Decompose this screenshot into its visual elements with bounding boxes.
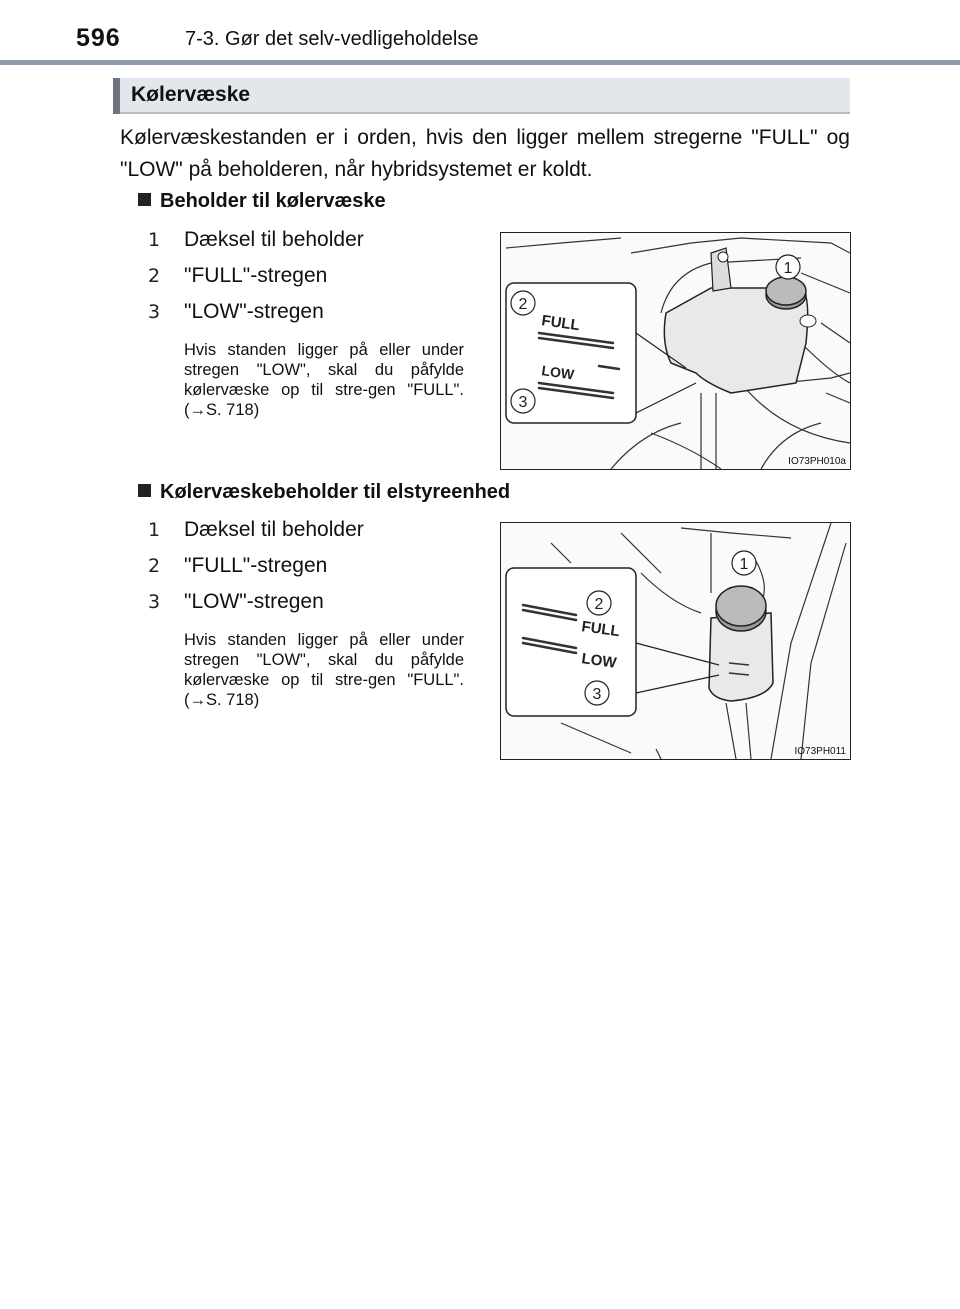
number-2-icon: 2 <box>148 265 161 287</box>
inverter-reservoir-illustration <box>501 523 850 759</box>
low-mark-label: LOW <box>580 650 618 672</box>
legend-item <box>148 264 327 288</box>
figure-coolant-reservoir <box>500 232 851 470</box>
callout-3-label: 3 <box>592 686 602 703</box>
legend-label: "LOW"-stregen <box>184 590 324 613</box>
legend-item <box>148 228 364 252</box>
reservoir-illustration <box>501 233 850 469</box>
callout-2-label: 2 <box>518 296 528 313</box>
legend-label: Dæksel til beholder <box>184 518 364 541</box>
low-mark-label: LOW <box>540 362 576 383</box>
legend-item <box>148 590 324 614</box>
callout-1-label: 1 <box>783 260 793 277</box>
subheading-reservoir <box>138 190 386 213</box>
intro-paragraph: Kølervæskestanden er i orden, hvis den ligger mellem stregerne "FULL" og "LOW" på beholderen, når hybridsystemet er koldt. <box>120 126 850 181</box>
page-number: 596 <box>76 24 121 52</box>
square-bullet-icon <box>138 193 151 206</box>
note-text: Hvis standen ligger på eller under stregen "LOW", skal du påfylde kølervæske op til stre-gen "FULL". (→S. 718) <box>184 631 464 709</box>
legend-label: "LOW"-stregen <box>184 300 324 323</box>
number-2-icon: 2 <box>148 555 161 577</box>
callout-1-label: 1 <box>739 556 749 573</box>
number-1-icon: 1 <box>148 229 161 251</box>
section-heading-bar <box>113 78 850 114</box>
subheading-inverter-reservoir <box>138 481 510 504</box>
number-3-icon: 3 <box>148 301 161 323</box>
figure-inverter-reservoir <box>500 522 851 760</box>
number-1-icon: 1 <box>148 519 161 541</box>
section-accent <box>113 78 120 114</box>
subheading-text: Kølervæskebeholder til elstyreenhed <box>160 481 511 503</box>
callout-2-label: 2 <box>594 596 604 613</box>
legend-item <box>148 300 324 324</box>
legend-label: "FULL"-stregen <box>184 264 328 287</box>
note-text: Hvis standen ligger på eller under stregen "LOW", skal du påfylde kølervæske op til stre-gen "FULL". (→S. 718) <box>184 341 464 419</box>
callout-3-label: 3 <box>518 394 528 411</box>
number-3-icon: 3 <box>148 591 161 613</box>
subheading-text: Beholder til kølervæske <box>160 190 386 212</box>
figure-code: IO73PH010a <box>788 456 846 467</box>
section-title: Kølervæske <box>131 83 251 106</box>
chapter-title: 7-3. Gør det selv-vedligeholdelse <box>185 28 479 50</box>
square-bullet-icon <box>138 484 151 497</box>
header-rule <box>0 60 960 65</box>
legend-item <box>148 518 364 542</box>
legend-item <box>148 554 327 578</box>
legend-label: Dæksel til beholder <box>184 228 364 251</box>
full-mark-label: FULL <box>540 312 581 335</box>
full-mark-label: FULL <box>580 618 621 641</box>
legend-label: "FULL"-stregen <box>184 554 328 577</box>
figure-code: IO73PH011 <box>794 746 846 757</box>
